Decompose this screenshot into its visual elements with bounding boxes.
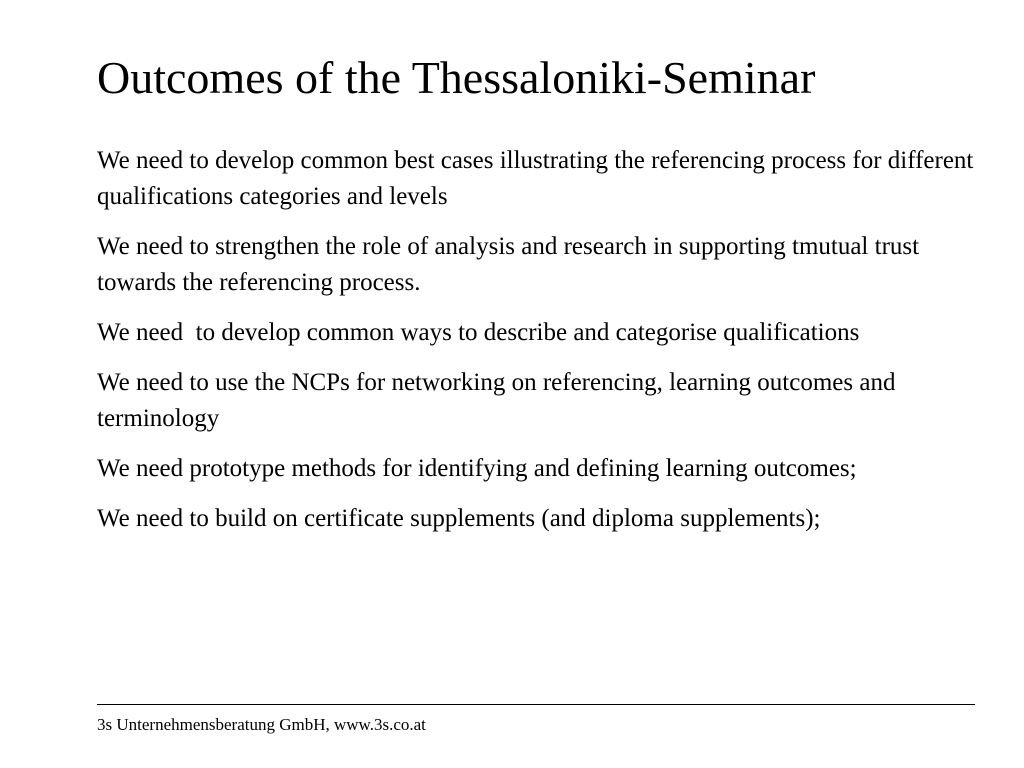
bullet-item: We need to build on certificate supplements (and diploma supplements); xyxy=(97,505,821,532)
bullet-item: We need to strengthen the role of analysis and research in supporting tmutual trust towards the referencing process. xyxy=(97,233,926,296)
bullet-item: We need to use the NCPs for networking on referencing, learning outcomes and terminology xyxy=(97,369,902,432)
bullet-item: We need to develop common best cases illustrating the referencing process for different qualifications categories and levels xyxy=(97,147,980,210)
bullet-list xyxy=(97,143,980,551)
bullet-item: We need to develop common ways to describe and categorise qualifications xyxy=(97,319,860,346)
footer-text: 3s Unternehmensberatung GmbH, www.3s.co.at xyxy=(97,715,426,734)
footer-divider xyxy=(97,704,975,705)
bullet-item: We need prototype methods for identifying and defining learning outcomes; xyxy=(97,455,857,482)
slide-title: Outcomes of the Thessaloniki-Seminar xyxy=(97,52,816,103)
